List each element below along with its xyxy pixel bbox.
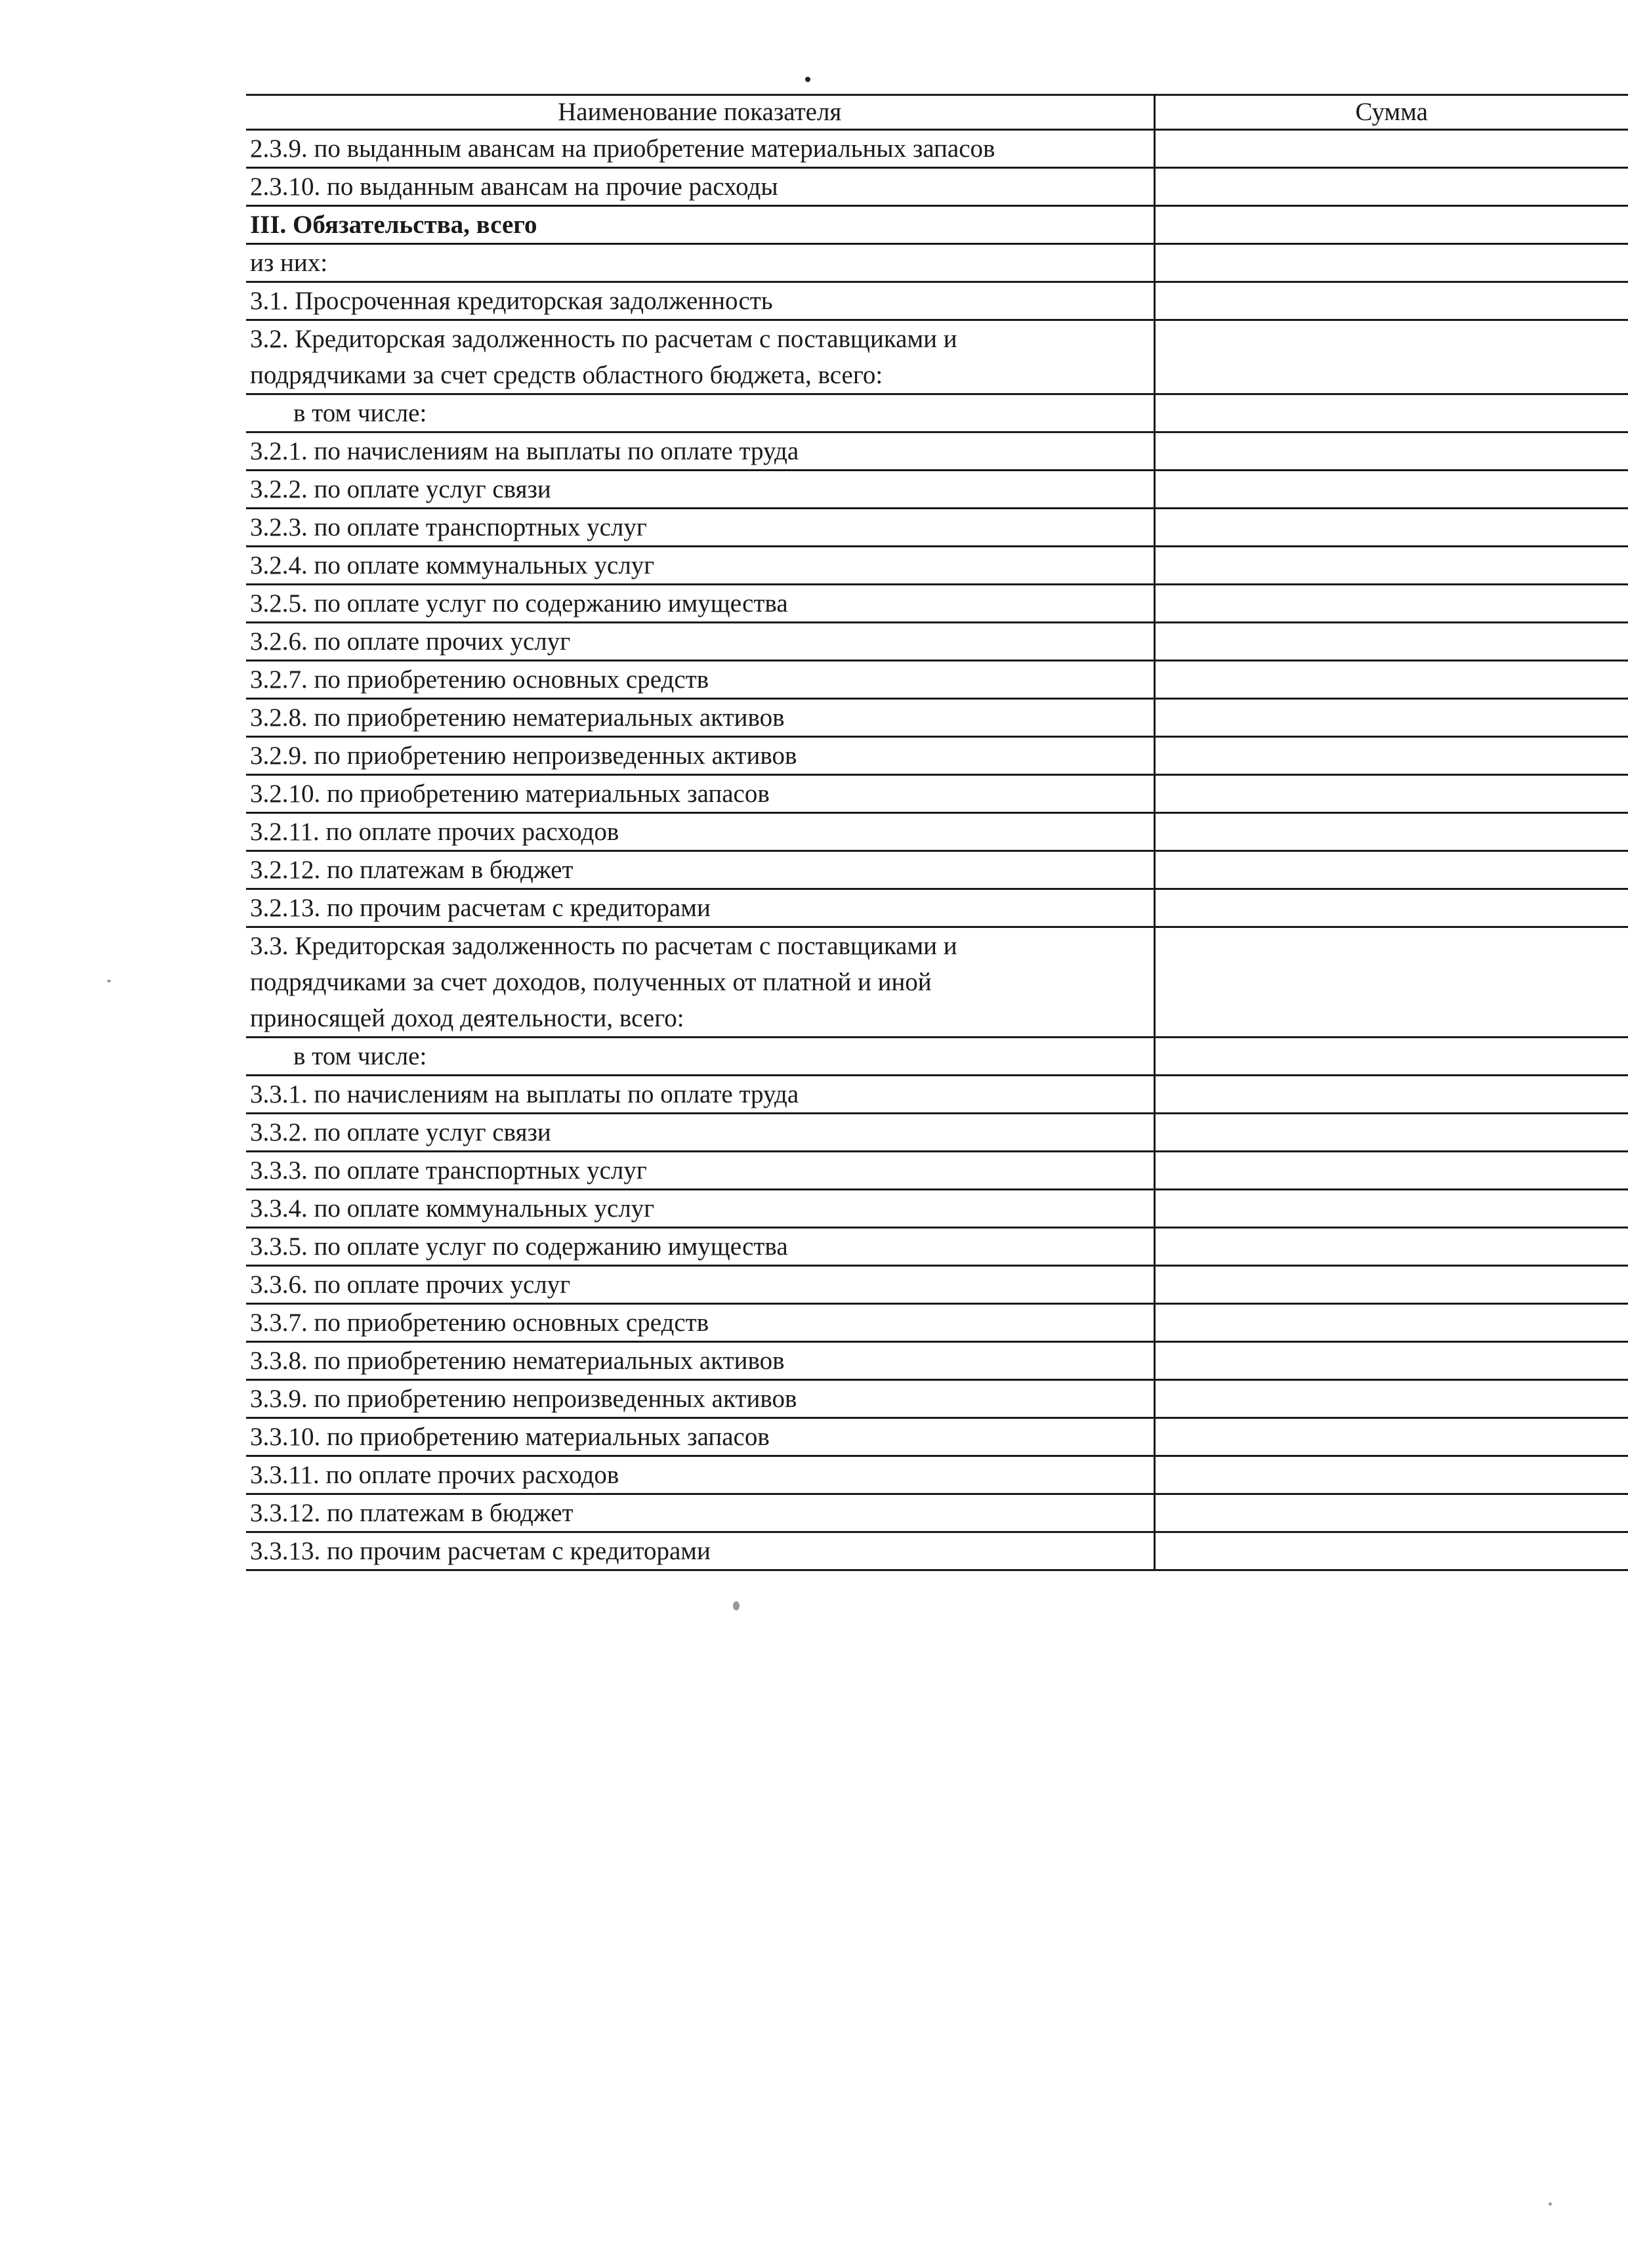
indicator-name-cell — [246, 282, 1154, 320]
indicator-name-cell — [246, 244, 1154, 282]
indicator-name-line: подрядчиками за счет доходов, полученных от платной и иной — [250, 968, 932, 996]
indicator-name-line: 3.3.8. по приобретению нематериальных активов — [250, 1347, 785, 1375]
table-row — [246, 1304, 1628, 1342]
table-row — [246, 244, 1628, 282]
table-row — [246, 1380, 1628, 1418]
indicator-name-cell — [246, 1456, 1154, 1494]
sum-cell — [1154, 1494, 1628, 1532]
indicator-name-cell — [246, 851, 1154, 889]
sum-cell — [1154, 1342, 1628, 1380]
table-row — [246, 394, 1628, 432]
indicator-name-line: 3.3.10. по приобретению материальных запасов — [250, 1423, 770, 1451]
sum-cell — [1154, 1228, 1628, 1266]
sum-cell — [1154, 1418, 1628, 1456]
indicator-name-cell — [246, 813, 1154, 851]
indicator-name-cell — [246, 1228, 1154, 1266]
sum-cell — [1154, 130, 1628, 168]
indicator-name-line: подрядчиками за счет средств областного бюджета, всего: — [250, 361, 883, 389]
table-row — [246, 889, 1628, 927]
indicator-name-cell — [246, 206, 1154, 244]
table-row — [246, 1494, 1628, 1532]
indicator-name-line: 3.3.5. по оплате услуг по содержанию имущества — [250, 1232, 788, 1261]
sum-cell — [1154, 1114, 1628, 1152]
table-row — [246, 1190, 1628, 1228]
indicator-name-line: 3.2.9. по приобретению непроизведенных активов — [250, 742, 797, 770]
indicator-name-cell — [246, 585, 1154, 623]
table-row — [246, 130, 1628, 168]
sum-cell — [1154, 394, 1628, 432]
indicator-name-line: 3.1. Просроченная кредиторская задолженность — [250, 287, 773, 315]
indicator-name-cell — [246, 1190, 1154, 1228]
table-row — [246, 813, 1628, 851]
sum-cell — [1154, 927, 1628, 1038]
table-row — [246, 851, 1628, 889]
indicator-name-line: 3.3.2. по оплате услуг связи — [250, 1118, 551, 1146]
table-row — [246, 1342, 1628, 1380]
indicator-name-line: 3.3.9. по приобретению непроизведенных активов — [250, 1385, 797, 1413]
sum-cell — [1154, 661, 1628, 699]
table-row — [246, 737, 1628, 775]
sum-cell — [1154, 1456, 1628, 1494]
indicator-name-line: в том числе: — [293, 399, 427, 427]
table-row — [246, 1114, 1628, 1152]
indicator-name-line: 3.2.2. по оплате услуг связи — [250, 475, 551, 503]
scan-speck — [733, 1601, 740, 1610]
indicator-name-cell — [246, 1342, 1154, 1380]
sum-cell — [1154, 851, 1628, 889]
sum-cell — [1154, 168, 1628, 206]
indicator-name-line: 3.3.3. по оплате транспортных услуг — [250, 1156, 647, 1185]
indicator-name-line: 3.2.12. по платежам в бюджет — [250, 856, 574, 884]
indicator-name-line: 3.3.12. по платежам в бюджет — [250, 1499, 574, 1527]
indicator-name-line: 3.3. Кредиторская задолженность по расчетам с поставщиками и — [250, 932, 957, 960]
sum-cell — [1154, 509, 1628, 547]
table-row — [246, 1152, 1628, 1190]
sum-cell — [1154, 1380, 1628, 1418]
sum-cell — [1154, 320, 1628, 394]
indicator-name-cell — [246, 927, 1154, 1038]
indicator-name-cell — [246, 1152, 1154, 1190]
indicator-name-line: 3.2. Кредиторская задолженность по расчетам с поставщиками и — [250, 325, 957, 353]
indicator-name-cell — [246, 130, 1154, 168]
header-sum: Сумма — [1154, 95, 1628, 130]
indicator-name-cell — [246, 1304, 1154, 1342]
sum-cell — [1154, 282, 1628, 320]
sum-cell — [1154, 813, 1628, 851]
sum-cell — [1154, 699, 1628, 737]
indicator-name-cell — [246, 1380, 1154, 1418]
indicator-name-line: 3.2.5. по оплате услуг по содержанию имущества — [250, 589, 788, 618]
sum-cell — [1154, 206, 1628, 244]
table-row — [246, 282, 1628, 320]
indicator-name-line: 3.2.3. по оплате транспортных услуг — [250, 513, 647, 541]
table-row — [246, 623, 1628, 661]
indicator-name-cell — [246, 1114, 1154, 1152]
table-row — [246, 168, 1628, 206]
indicator-name-cell — [246, 471, 1154, 509]
indicator-name-cell — [246, 547, 1154, 585]
scan-speck — [1549, 2202, 1552, 2206]
indicator-name-line: 2.3.9. по выданным авансам на приобретение материальных запасов — [250, 135, 995, 163]
indicator-name-cell — [246, 320, 1154, 394]
sum-cell — [1154, 244, 1628, 282]
sum-cell — [1154, 1266, 1628, 1304]
indicator-name-line: 3.2.1. по начислениям на выплаты по оплате труда — [250, 437, 799, 465]
table-row — [246, 320, 1628, 394]
sum-cell — [1154, 1038, 1628, 1076]
indicator-name-line: из них: — [250, 249, 328, 277]
header-indicator-name: Наименование показателя — [246, 95, 1154, 130]
indicator-name-cell — [246, 1494, 1154, 1532]
indicator-name-line: 3.2.7. по приобретению основных средств — [250, 665, 709, 694]
indicator-name-cell — [246, 509, 1154, 547]
table-row — [246, 1532, 1628, 1570]
indicator-name-line: приносящей доход деятельности, всего: — [250, 1004, 684, 1032]
indicator-name-line: в том числе: — [293, 1042, 427, 1070]
sum-cell — [1154, 889, 1628, 927]
table-row — [246, 775, 1628, 813]
indicator-name-cell — [246, 889, 1154, 927]
indicator-name-cell — [246, 737, 1154, 775]
indicator-name-cell — [246, 1532, 1154, 1570]
sum-cell — [1154, 623, 1628, 661]
indicator-name-line: 3.2.11. по оплате прочих расходов — [250, 818, 619, 846]
indicator-name-cell — [246, 1076, 1154, 1114]
sum-cell — [1154, 471, 1628, 509]
table-header-row — [246, 95, 1628, 130]
table-row — [246, 1456, 1628, 1494]
table-row — [246, 1266, 1628, 1304]
table-row — [246, 585, 1628, 623]
sum-cell — [1154, 432, 1628, 471]
table-row — [246, 1076, 1628, 1114]
indicator-name-line: 3.3.11. по оплате прочих расходов — [250, 1461, 619, 1489]
indicator-name-cell — [246, 394, 1154, 432]
table-row — [246, 699, 1628, 737]
indicator-name-cell — [246, 661, 1154, 699]
sum-cell — [1154, 1532, 1628, 1570]
indicator-name-line: 3.2.10. по приобретению материальных запасов — [250, 780, 770, 808]
sum-cell — [1154, 547, 1628, 585]
sum-cell — [1154, 1304, 1628, 1342]
table-row — [246, 1418, 1628, 1456]
indicator-name-cell — [246, 1418, 1154, 1456]
sum-cell — [1154, 1152, 1628, 1190]
table-row — [246, 509, 1628, 547]
indicator-name-line: 3.3.13. по прочим расчетам с кредиторами — [250, 1537, 711, 1565]
indicator-name-cell — [246, 699, 1154, 737]
indicator-name-line: 2.3.10. по выданным авансам на прочие расходы — [250, 173, 778, 201]
table-row — [246, 547, 1628, 585]
scan-speck — [107, 980, 111, 982]
sum-cell — [1154, 1190, 1628, 1228]
table-row — [246, 661, 1628, 699]
indicator-name-line: 3.2.8. по приобретению нематериальных активов — [250, 704, 785, 732]
indicator-name-line: 3.3.1. по начислениям на выплаты по оплате труда — [250, 1080, 799, 1108]
table-row — [246, 471, 1628, 509]
indicator-name-cell — [246, 168, 1154, 206]
indicators-table — [246, 94, 1628, 1571]
scan-dot-mark — [805, 77, 810, 82]
table-row — [246, 206, 1628, 244]
indicator-name-line: 3.3.4. по оплате коммунальных услуг — [250, 1194, 655, 1223]
indicator-name-line: 3.2.13. по прочим расчетам с кредиторами — [250, 894, 711, 922]
sum-cell — [1154, 1076, 1628, 1114]
indicator-name-line: III. Обязательства, всего — [250, 211, 537, 239]
table-row — [246, 927, 1628, 1038]
indicator-name-cell — [246, 1266, 1154, 1304]
sum-cell — [1154, 775, 1628, 813]
indicator-name-line: 3.2.6. по оплате прочих услуг — [250, 627, 571, 656]
indicator-name-line: 3.3.6. по оплате прочих услуг — [250, 1270, 571, 1299]
sum-cell — [1154, 585, 1628, 623]
indicator-name-cell — [246, 1038, 1154, 1076]
indicator-name-cell — [246, 623, 1154, 661]
table-row — [246, 1038, 1628, 1076]
indicator-name-cell — [246, 775, 1154, 813]
sum-cell — [1154, 737, 1628, 775]
indicator-name-line: 3.2.4. по оплате коммунальных услуг — [250, 551, 655, 579]
indicator-name-cell — [246, 432, 1154, 471]
table-row — [246, 432, 1628, 471]
table-body — [246, 130, 1628, 1570]
indicator-name-line: 3.3.7. по приобретению основных средств — [250, 1309, 709, 1337]
table-row — [246, 1228, 1628, 1266]
